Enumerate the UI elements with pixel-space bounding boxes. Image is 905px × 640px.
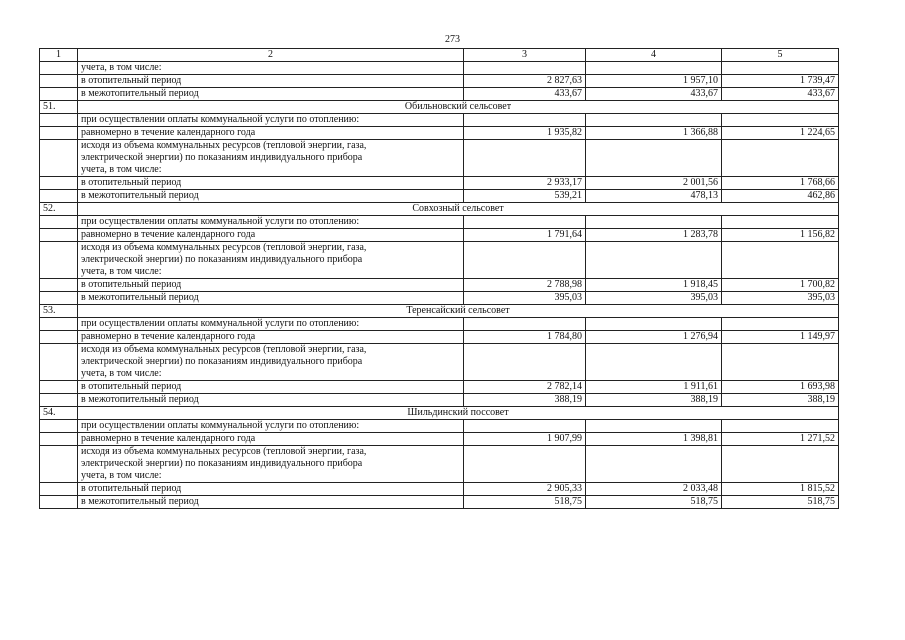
table-row <box>40 114 839 127</box>
value-cell <box>586 446 722 483</box>
value-cell <box>586 344 722 381</box>
table-row <box>40 433 839 446</box>
value-cell <box>722 318 839 331</box>
value-cell <box>586 318 722 331</box>
row-label-line: электрической энергии) по показаниям индивидуального прибора <box>81 254 363 265</box>
row-index-cell <box>40 229 78 242</box>
column-header: 1 <box>40 49 78 62</box>
table-row <box>40 483 839 496</box>
table-row <box>40 446 839 483</box>
section-header-row <box>40 305 839 318</box>
row-index-cell <box>40 394 78 407</box>
value-cell: 433,67 <box>722 88 839 101</box>
row-label-line: электрической энергии) по показаниям индивидуального прибора <box>81 356 363 367</box>
value-cell <box>722 344 839 381</box>
row-label: в отопительный период <box>78 279 464 292</box>
table-row <box>40 381 839 394</box>
row-label: равномерно в течение календарного года <box>78 229 464 242</box>
value-cell: 1 276,94 <box>586 331 722 344</box>
section-title: Совхозный сельсовет <box>78 203 839 216</box>
value-cell: 2 033,48 <box>586 483 722 496</box>
value-cell <box>464 216 586 229</box>
row-index-cell <box>40 420 78 433</box>
row-index-cell <box>40 496 78 509</box>
value-cell: 1 283,78 <box>586 229 722 242</box>
row-label: в межотопительный период <box>78 88 464 101</box>
row-label-line: исходя из объема коммунальных ресурсов (тепловой энергии, газа, <box>81 344 367 355</box>
value-cell <box>722 114 839 127</box>
value-cell <box>464 446 586 483</box>
row-index-cell <box>40 114 78 127</box>
row-index-cell <box>40 127 78 140</box>
section-title: Обильновский сельсовет <box>78 101 839 114</box>
row-label: в отопительный период <box>78 483 464 496</box>
column-header-row <box>40 49 839 62</box>
value-cell <box>722 62 839 75</box>
row-label: в межотопительный период <box>78 394 464 407</box>
row-label: равномерно в течение календарного года <box>78 331 464 344</box>
table-row <box>40 88 839 101</box>
value-cell: 395,03 <box>722 292 839 305</box>
table-row <box>40 229 839 242</box>
row-label-line: учета, в том числе: <box>81 470 162 481</box>
row-index-cell <box>40 446 78 483</box>
value-cell: 1 271,52 <box>722 433 839 446</box>
value-cell: 388,19 <box>586 394 722 407</box>
value-cell: 388,19 <box>722 394 839 407</box>
row-label: в отопительный период <box>78 75 464 88</box>
row-label: в отопительный период <box>78 381 464 394</box>
value-cell: 1 918,45 <box>586 279 722 292</box>
row-label: при осуществлении оплаты коммунальной услуги по отоплению: <box>78 420 464 433</box>
value-cell <box>586 420 722 433</box>
value-cell <box>586 114 722 127</box>
section-index: 53. <box>40 305 78 318</box>
value-cell: 2 782,14 <box>464 381 586 394</box>
row-index-cell <box>40 88 78 101</box>
section-title: Теренсайский сельсовет <box>78 305 839 318</box>
row-index-cell <box>40 216 78 229</box>
table-row <box>40 190 839 203</box>
row-label: в межотопительный период <box>78 292 464 305</box>
row-label <box>78 446 464 483</box>
value-cell <box>464 114 586 127</box>
section-header-row <box>40 101 839 114</box>
page-number: 273 <box>445 34 460 45</box>
row-index-cell <box>40 433 78 446</box>
row-label-line: исходя из объема коммунальных ресурсов (тепловой энергии, газа, <box>81 140 367 151</box>
table-row <box>40 242 839 279</box>
row-index-cell <box>40 331 78 344</box>
value-cell: 1 739,47 <box>722 75 839 88</box>
value-cell: 2 933,17 <box>464 177 586 190</box>
row-label-line: учета, в том числе: <box>81 368 162 379</box>
value-cell: 518,75 <box>586 496 722 509</box>
value-cell: 462,86 <box>722 190 839 203</box>
value-cell: 2 001,56 <box>586 177 722 190</box>
value-cell: 1 156,82 <box>722 229 839 242</box>
column-header: 4 <box>586 49 722 62</box>
value-cell: 1 366,88 <box>586 127 722 140</box>
table-row <box>40 496 839 509</box>
value-cell: 518,75 <box>464 496 586 509</box>
column-header: 3 <box>464 49 586 62</box>
row-label-line: учета, в том числе: <box>81 266 162 277</box>
value-cell: 433,67 <box>586 88 722 101</box>
row-index-cell <box>40 75 78 88</box>
table-row <box>40 344 839 381</box>
value-cell: 1 768,66 <box>722 177 839 190</box>
row-index-cell <box>40 483 78 496</box>
row-label: при осуществлении оплаты коммунальной услуги по отоплению: <box>78 318 464 331</box>
value-cell: 388,19 <box>464 394 586 407</box>
section-header-row <box>40 203 839 216</box>
value-cell: 1 957,10 <box>586 75 722 88</box>
table-row <box>40 420 839 433</box>
section-title: Шильдинский поссовет <box>78 407 839 420</box>
value-cell: 1 815,52 <box>722 483 839 496</box>
value-cell: 1 907,99 <box>464 433 586 446</box>
row-label <box>78 242 464 279</box>
value-cell <box>722 446 839 483</box>
row-label: при осуществлении оплаты коммунальной услуги по отоплению: <box>78 216 464 229</box>
value-cell: 1 398,81 <box>586 433 722 446</box>
value-cell: 1 791,64 <box>464 229 586 242</box>
row-label <box>78 344 464 381</box>
row-index-cell <box>40 190 78 203</box>
row-index-cell <box>40 62 78 75</box>
column-header: 5 <box>722 49 839 62</box>
value-cell <box>586 140 722 177</box>
value-cell <box>586 216 722 229</box>
value-cell <box>464 242 586 279</box>
section-index: 51. <box>40 101 78 114</box>
row-index-cell <box>40 140 78 177</box>
value-cell <box>586 242 722 279</box>
value-cell: 478,13 <box>586 190 722 203</box>
row-label <box>78 140 464 177</box>
row-label: учета, в том числе: <box>78 62 464 75</box>
value-cell: 2 905,33 <box>464 483 586 496</box>
value-cell: 1 149,97 <box>722 331 839 344</box>
column-header: 2 <box>78 49 464 62</box>
row-label: равномерно в течение календарного года <box>78 127 464 140</box>
table-row <box>40 318 839 331</box>
value-cell <box>464 344 586 381</box>
value-cell <box>722 216 839 229</box>
value-cell <box>464 140 586 177</box>
row-label-line: электрической энергии) по показаниям индивидуального прибора <box>81 458 363 469</box>
table-row <box>40 140 839 177</box>
value-cell: 395,03 <box>586 292 722 305</box>
value-cell: 395,03 <box>464 292 586 305</box>
value-cell: 539,21 <box>464 190 586 203</box>
row-index-cell <box>40 279 78 292</box>
value-cell: 1 224,65 <box>722 127 839 140</box>
value-cell: 1 935,82 <box>464 127 586 140</box>
value-cell <box>722 420 839 433</box>
row-label-line: исходя из объема коммунальных ресурсов (тепловой энергии, газа, <box>81 242 367 253</box>
table-row <box>40 62 839 75</box>
row-index-cell <box>40 242 78 279</box>
value-cell: 1 700,82 <box>722 279 839 292</box>
row-index-cell <box>40 292 78 305</box>
row-index-cell <box>40 344 78 381</box>
value-cell <box>722 242 839 279</box>
table-row <box>40 279 839 292</box>
row-label: при осуществлении оплаты коммунальной услуги по отоплению: <box>78 114 464 127</box>
value-cell <box>464 318 586 331</box>
row-index-cell <box>40 381 78 394</box>
tariff-table <box>39 48 839 509</box>
row-label: в отопительный период <box>78 177 464 190</box>
value-cell <box>464 420 586 433</box>
section-index: 54. <box>40 407 78 420</box>
value-cell: 518,75 <box>722 496 839 509</box>
value-cell: 2 788,98 <box>464 279 586 292</box>
section-index: 52. <box>40 203 78 216</box>
row-index-cell <box>40 177 78 190</box>
row-label: в межотопительный период <box>78 496 464 509</box>
table-row <box>40 127 839 140</box>
value-cell: 1 693,98 <box>722 381 839 394</box>
table-row <box>40 177 839 190</box>
table-row <box>40 394 839 407</box>
value-cell <box>722 140 839 177</box>
row-label-line: электрической энергии) по показаниям индивидуального прибора <box>81 152 363 163</box>
value-cell: 1 911,61 <box>586 381 722 394</box>
value-cell: 1 784,80 <box>464 331 586 344</box>
table-row <box>40 216 839 229</box>
value-cell <box>464 62 586 75</box>
row-label: равномерно в течение календарного года <box>78 433 464 446</box>
row-label: в межотопительный период <box>78 190 464 203</box>
table-row <box>40 331 839 344</box>
row-label-line: учета, в том числе: <box>81 164 162 175</box>
value-cell <box>586 62 722 75</box>
table-row <box>40 75 839 88</box>
table-row <box>40 292 839 305</box>
row-index-cell <box>40 318 78 331</box>
row-label-line: исходя из объема коммунальных ресурсов (тепловой энергии, газа, <box>81 446 367 457</box>
value-cell: 2 827,63 <box>464 75 586 88</box>
section-header-row <box>40 407 839 420</box>
value-cell: 433,67 <box>464 88 586 101</box>
